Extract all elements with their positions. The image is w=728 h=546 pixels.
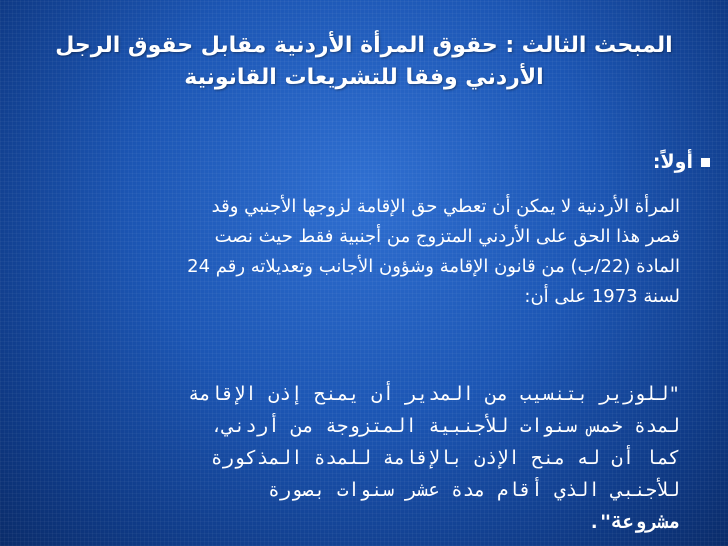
body-paragraph [40,192,680,312]
quote-line-4: للأجنبي الذي أقام مدة عشر سنوات بصورة [268,479,680,501]
bullet-label: أولاً: [652,151,693,173]
paragraph-line-3: المادة (22/ب) من قانون الإقامة وشؤون الأجانب وتعديلاته رقم 24 [187,256,680,277]
title-line-2: الأردني وفقا للتشريعات القانونية [184,65,544,90]
quote-line-2: لمدة خمس سنوات للأجنبية المتزوجة من أردني، [211,415,680,437]
paragraph-line-4: لسنة 1973 على أن: [524,286,680,307]
square-bullet-icon [701,158,710,167]
paragraph-line-2: قصر هذا الحق على الأردني المتزوج من أجنبية فقط حيث نصت [214,226,680,247]
bullet-item [653,151,710,173]
slide-title [40,30,688,94]
legal-quote [40,378,680,538]
paragraph-line-1: المرأة الأردنية لا يمكن أن تعطي حق الإقامة لزوجها الأجنبي وقد [211,196,680,217]
quote-line-3: كما أن له منح الإذن بالإقامة للمدة المذكورة [211,447,680,469]
quote-line-1: "للوزير بتنسيب من المدير أن يمنح إذن الإقامة [188,383,680,405]
title-line-1: المبحث الثالث : حقوق المرأة الأردنية مقابل حقوق الرجل [55,33,673,58]
quote-line-5: مشروعة". [588,511,680,533]
